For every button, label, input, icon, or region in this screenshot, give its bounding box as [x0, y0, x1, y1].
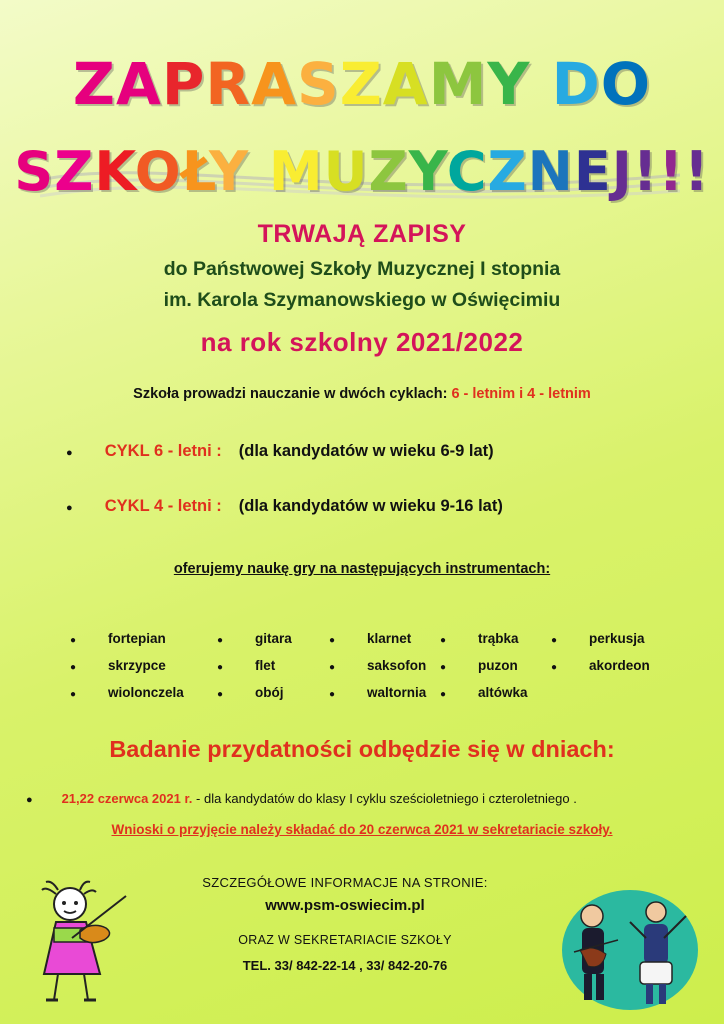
heading-letter: Z [72, 50, 116, 118]
instruments-heading: oferujemy naukę gry na następujących instrumentach: [173, 561, 551, 577]
instrument-item: perkusja [589, 631, 645, 646]
instrument-item: puzon [478, 658, 518, 673]
instrument-column [440, 626, 528, 707]
instrument-item: saksofon [367, 658, 427, 673]
bullet-icon: ● [70, 689, 77, 700]
assessment-date: 21,22 czerwca 2021 r. [61, 791, 193, 806]
main-heading-line2 [0, 140, 724, 204]
bullet-icon: ● [440, 635, 447, 646]
bullet-icon: ● [217, 662, 224, 673]
bullet-icon: ● [217, 689, 224, 700]
cycle-label: CYKL 6 - letni : [104, 442, 222, 460]
instrument-item: wiolonczela [108, 685, 184, 700]
heading-letter: J [611, 140, 633, 203]
cycle-item [66, 497, 503, 516]
heading-letter: D [551, 50, 601, 118]
cycle-desc: (dla kandydatów w wieku 6-9 lat) [238, 442, 494, 460]
heading-letter: Y [408, 140, 447, 203]
assessment-date-desc: - dla kandydatów do klasy I cyklu sześcioletniego i czteroletniego . [192, 791, 577, 806]
cycle-desc: (dla kandydatów w wieku 9-16 lat) [238, 497, 503, 515]
instrument-item: flet [255, 658, 276, 673]
cycles-intro-text: Szkoła prowadzi nauczanie w dwóch cyklach: [133, 386, 452, 402]
instrument-item: skrzypce [108, 658, 166, 673]
main-heading-line1 [0, 52, 724, 116]
instrument-item: waltornia [367, 685, 427, 700]
heading-letter [249, 140, 269, 203]
heading-letter: E [573, 140, 612, 203]
heading-letter: Y [208, 140, 250, 203]
heading-letter: M [268, 140, 324, 203]
school-name-line1: do Państwowej Szkoły Muzycznej I stopnia [163, 258, 561, 280]
heading-letter: S [296, 50, 340, 118]
bullet-icon: ● [70, 662, 77, 673]
bullet-icon: ● [329, 635, 336, 646]
heading-letter: M [428, 50, 488, 118]
heading-letter: Z [339, 50, 383, 118]
school-name-line2: im. Karola Szymanowskiego w Oświęcimiu [163, 289, 561, 311]
instrument-column [551, 626, 650, 680]
bullet-icon: ● [70, 635, 77, 646]
heading-letter: Z [487, 140, 528, 203]
instrument-item: obój [255, 685, 284, 700]
cycle-item [66, 442, 494, 461]
bullet-icon: ● [329, 662, 336, 673]
instrument-item: altówka [478, 685, 528, 700]
school-year: na rok szkolny 2021/2022 [200, 327, 524, 357]
instrument-column [70, 626, 184, 707]
instrument-item: gitara [255, 631, 292, 646]
heading-letter: ! [632, 140, 659, 203]
bullet-icon: ● [26, 794, 33, 806]
violin-girl-illustration [28, 876, 138, 1006]
heading-letter: A [115, 50, 162, 118]
instrument-item: klarnet [367, 631, 412, 646]
heading-letter: S [14, 140, 55, 203]
heading-letter: N [527, 140, 574, 203]
instrument-item: trąbka [478, 631, 519, 646]
heading-letter: Z [54, 140, 95, 203]
enrollment-heading: TRWAJĄ ZAPISY [257, 220, 467, 248]
assessment-date-line [26, 791, 577, 806]
heading-letter: C [446, 140, 488, 203]
bullet-icon: ● [440, 662, 447, 673]
info-label: SZCZEGÓŁOWE INFORMACJE NA STRONIE: [202, 875, 488, 890]
bullet-icon: ● [329, 689, 336, 700]
instrument-column [217, 626, 292, 707]
assessment-heading: Badanie przydatności odbędzie się w dniach: [109, 736, 615, 762]
bullet-icon: ● [66, 447, 73, 459]
instrument-item: fortepian [108, 631, 166, 646]
bullet-icon: ● [66, 502, 73, 514]
heading-letter: K [94, 140, 135, 203]
instrument-column [329, 626, 426, 707]
bullet-icon: ● [217, 635, 224, 646]
heading-letter: O [134, 140, 182, 203]
heading-letter: U [323, 140, 369, 203]
heading-letter: ! [658, 140, 685, 203]
heading-letter [530, 50, 551, 118]
cycles-intro [0, 386, 724, 402]
heading-letter: ! [684, 140, 710, 203]
bullet-icon: ● [551, 662, 558, 673]
musicians-illustration [560, 886, 700, 1016]
phone-numbers: TEL. 33/ 842-22-14 , 33/ 842-20-76 [242, 958, 448, 973]
heading-letter: A [382, 50, 429, 118]
heading-letter: Ł [181, 140, 209, 203]
applications-note: Wnioski o przyjęcie należy składać do 20 czerwca 2021 w sekretariacie szkoły. [111, 822, 613, 837]
heading-letter: R [205, 50, 252, 118]
heading-letter: P [161, 50, 206, 118]
heading-letter: Z [368, 140, 409, 203]
website-link[interactable]: www.psm-oswiecim.pl [265, 897, 425, 914]
bullet-icon: ● [551, 635, 558, 646]
heading-letter: O [600, 50, 652, 118]
instrument-item: akordeon [589, 658, 650, 673]
office-label: ORAZ W SEKRETARIACIE SZKOŁY [238, 933, 452, 947]
cycle-label: CYKL 4 - letni : [104, 497, 222, 515]
heading-letter: Y [487, 50, 531, 118]
cycles-intro-highlight: 6 - letnim i 4 - letnim [451, 386, 591, 402]
bullet-icon: ● [440, 689, 447, 700]
heading-letter: A [251, 50, 297, 118]
